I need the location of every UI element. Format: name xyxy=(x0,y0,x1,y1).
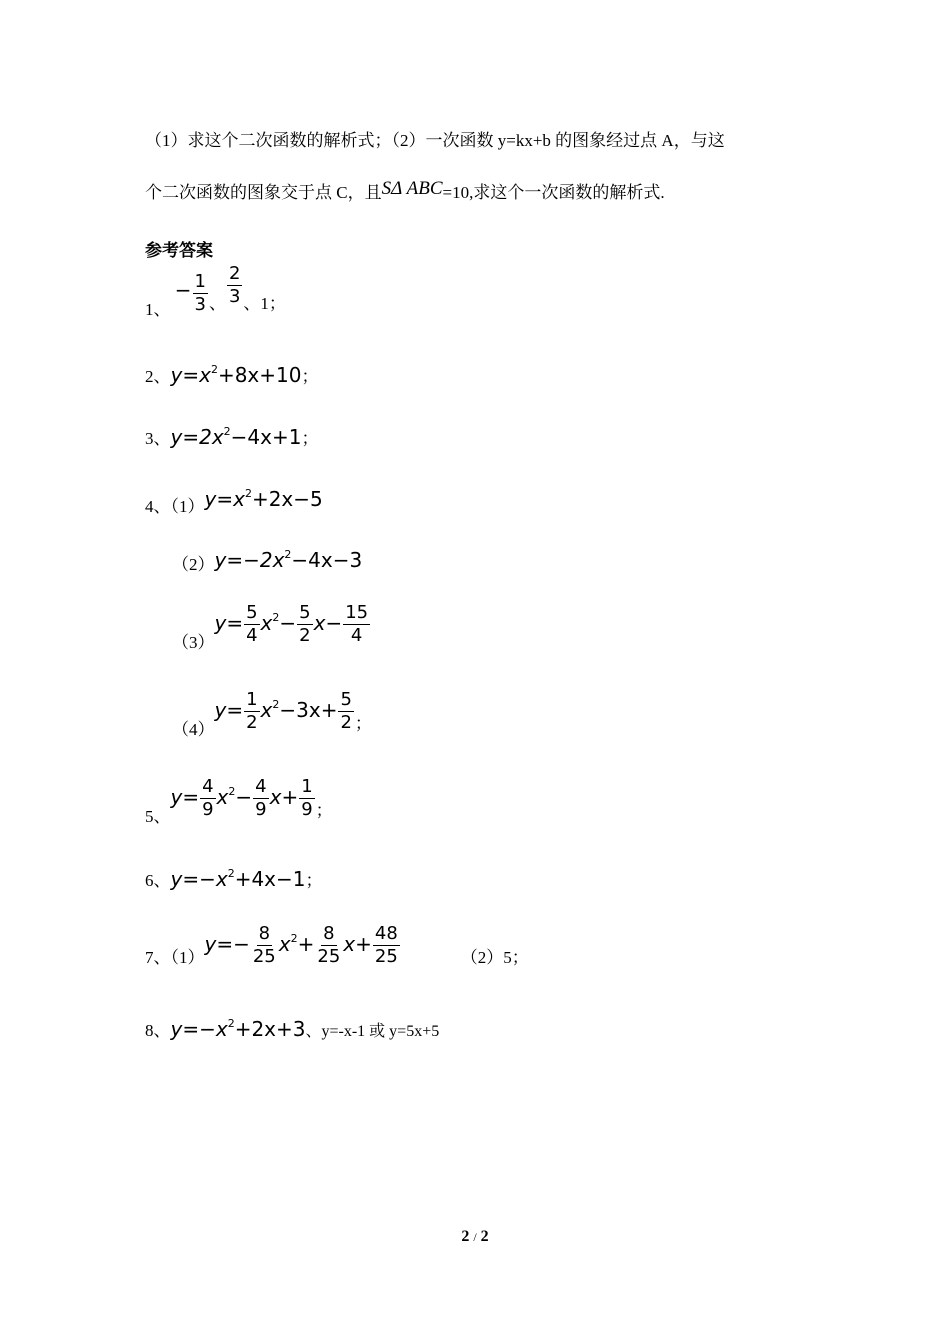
answer-6 xyxy=(145,866,323,891)
denominator: 3 xyxy=(228,285,241,307)
fraction xyxy=(193,272,208,315)
formula-start: y= xyxy=(214,697,244,722)
answer-number: 7、 xyxy=(145,947,171,967)
fraction xyxy=(338,690,353,733)
operator: − xyxy=(279,610,297,635)
variable: x xyxy=(278,931,291,956)
operator: − xyxy=(235,784,253,809)
formula xyxy=(170,776,316,820)
formula-start: y=x xyxy=(170,363,211,387)
formula-start: y=−x xyxy=(170,1017,228,1041)
denominator: 9 xyxy=(255,798,267,820)
formula-start: y=2x xyxy=(170,425,224,449)
answer-number: 4、 xyxy=(145,497,171,516)
numerator: 1 xyxy=(246,689,258,710)
formula-start: y= xyxy=(170,784,200,809)
variable: x+ xyxy=(269,784,299,809)
formula xyxy=(215,548,363,572)
formula xyxy=(204,923,401,967)
answer-number: 6、 xyxy=(145,871,171,890)
fraction xyxy=(297,603,312,646)
answer-1 xyxy=(145,263,286,320)
answer-tail: 、1； xyxy=(243,294,286,314)
variable: x xyxy=(216,784,229,809)
semicolon: ； xyxy=(301,367,319,386)
exponent: 2 xyxy=(272,697,280,711)
denominator: 2 xyxy=(246,711,258,733)
fraction xyxy=(373,924,400,967)
exponent: 2 xyxy=(244,487,252,500)
formula-end: −4x−3 xyxy=(291,548,363,572)
denominator: 4 xyxy=(350,624,363,646)
fraction xyxy=(244,603,259,646)
formula-start: y=x xyxy=(204,487,245,511)
formula-start: y=−2x xyxy=(214,548,285,572)
semicolon: ； xyxy=(305,871,323,890)
part-label: （3） xyxy=(172,632,215,652)
denominator: 25 xyxy=(252,945,276,967)
exponent: 2 xyxy=(227,1017,235,1030)
semicolon: ； xyxy=(354,713,372,733)
numerator: 4 xyxy=(202,776,214,797)
numerator: 5 xyxy=(299,602,311,623)
numerator: 1 xyxy=(301,776,313,797)
formula xyxy=(171,425,302,449)
formula xyxy=(171,363,302,387)
fraction xyxy=(343,603,370,646)
operator: + xyxy=(297,931,315,956)
numerator: 1 xyxy=(194,271,206,292)
answer-number: 3、 xyxy=(145,429,171,448)
answer-4-part-1 xyxy=(145,486,323,516)
answer-number: 1、 xyxy=(145,300,171,320)
part-label: （1） xyxy=(170,947,205,967)
total-pages: 2 xyxy=(480,1228,489,1245)
problem-line-2-start: 个二次函数的图象交于点 C，且 xyxy=(145,183,382,202)
numerator: 48 xyxy=(374,923,398,944)
numerator: 5 xyxy=(246,602,258,623)
answer-4-part-4 xyxy=(172,689,372,739)
problem-line-2-end: =10,求这个一次函数的解析式. xyxy=(442,183,665,202)
triangle-area-symbol: SΔ ABC xyxy=(381,178,443,199)
answer-7 xyxy=(145,924,529,967)
exponent: 2 xyxy=(290,931,298,945)
fraction xyxy=(244,690,259,733)
semicolon: ； xyxy=(315,800,333,820)
page-separator: / xyxy=(473,1230,477,1244)
denominator: 25 xyxy=(317,945,341,967)
formula-end: +8x+10 xyxy=(217,363,302,387)
denominator: 9 xyxy=(202,798,214,820)
formula xyxy=(205,487,323,511)
separator: 、 xyxy=(208,294,226,314)
formula-start: y=− xyxy=(204,931,250,956)
fraction xyxy=(251,924,278,967)
numerator: 8 xyxy=(323,923,335,944)
page-number xyxy=(0,1228,950,1246)
numerator: 8 xyxy=(258,923,271,944)
exponent: 2 xyxy=(210,363,218,376)
fraction xyxy=(253,777,268,820)
answer-5 xyxy=(145,776,333,826)
numerator: 4 xyxy=(255,776,267,797)
problem-line-1: （1）求这个二次函数的解析式；（2）一次函数 y=kx+b 的图象经过点 A，与这 xyxy=(145,131,725,150)
current-page: 2 xyxy=(461,1228,470,1245)
formula xyxy=(214,689,355,733)
denominator: 4 xyxy=(246,624,258,646)
numerator: 5 xyxy=(340,689,352,710)
formula-start: y=−x xyxy=(170,867,228,891)
numerator: 2 xyxy=(228,263,241,284)
part-2-answer: （2）5； xyxy=(460,947,529,967)
answer-4-part-3 xyxy=(172,602,371,652)
exponent: 2 xyxy=(228,784,236,798)
answers-heading: 参考答案 xyxy=(145,241,213,261)
fraction xyxy=(200,777,215,820)
formula-end: +2x+3 xyxy=(234,1017,306,1041)
part-label: （1） xyxy=(170,497,205,516)
formula xyxy=(214,602,372,646)
denominator: 3 xyxy=(194,293,206,315)
denominator: 2 xyxy=(299,624,311,646)
formula xyxy=(171,1017,306,1041)
part-label: （4） xyxy=(172,719,215,739)
part-label: （2） xyxy=(172,555,215,574)
answer-number: 8、 xyxy=(145,1021,171,1040)
exponent: 2 xyxy=(284,548,292,561)
minus-sign: − xyxy=(174,278,192,303)
fraction xyxy=(299,777,314,820)
variable: x xyxy=(260,697,273,722)
exponent: 2 xyxy=(223,425,231,438)
problem-line-2 xyxy=(145,178,665,204)
denominator: 25 xyxy=(374,945,398,967)
formula-middle: −3x+ xyxy=(279,697,338,722)
answer-tail: 、y=-x-1 或 y=5x+5 xyxy=(305,1023,440,1040)
fraction xyxy=(227,264,242,307)
variable: x xyxy=(260,610,273,635)
answer-4-part-2 xyxy=(172,547,362,572)
variable: x+ xyxy=(343,931,372,956)
fraction xyxy=(315,924,342,967)
answer-8 xyxy=(145,1016,439,1041)
exponent: 2 xyxy=(272,610,280,624)
variable: x− xyxy=(313,610,343,635)
denominator: 9 xyxy=(301,798,313,820)
answer-3 xyxy=(145,424,318,449)
formula xyxy=(171,867,306,891)
denominator: 2 xyxy=(340,711,352,733)
semicolon: ； xyxy=(301,429,319,448)
answer-number: 5、 xyxy=(145,806,171,826)
exponent: 2 xyxy=(227,867,235,880)
formula-end: −4x+1 xyxy=(230,425,302,449)
formula-start: y= xyxy=(214,610,244,635)
formula-end: +4x−1 xyxy=(234,867,306,891)
answer-2 xyxy=(145,362,318,387)
answer-number: 2、 xyxy=(145,367,171,386)
formula-end: +2x−5 xyxy=(251,487,323,511)
numerator: 15 xyxy=(345,602,369,623)
